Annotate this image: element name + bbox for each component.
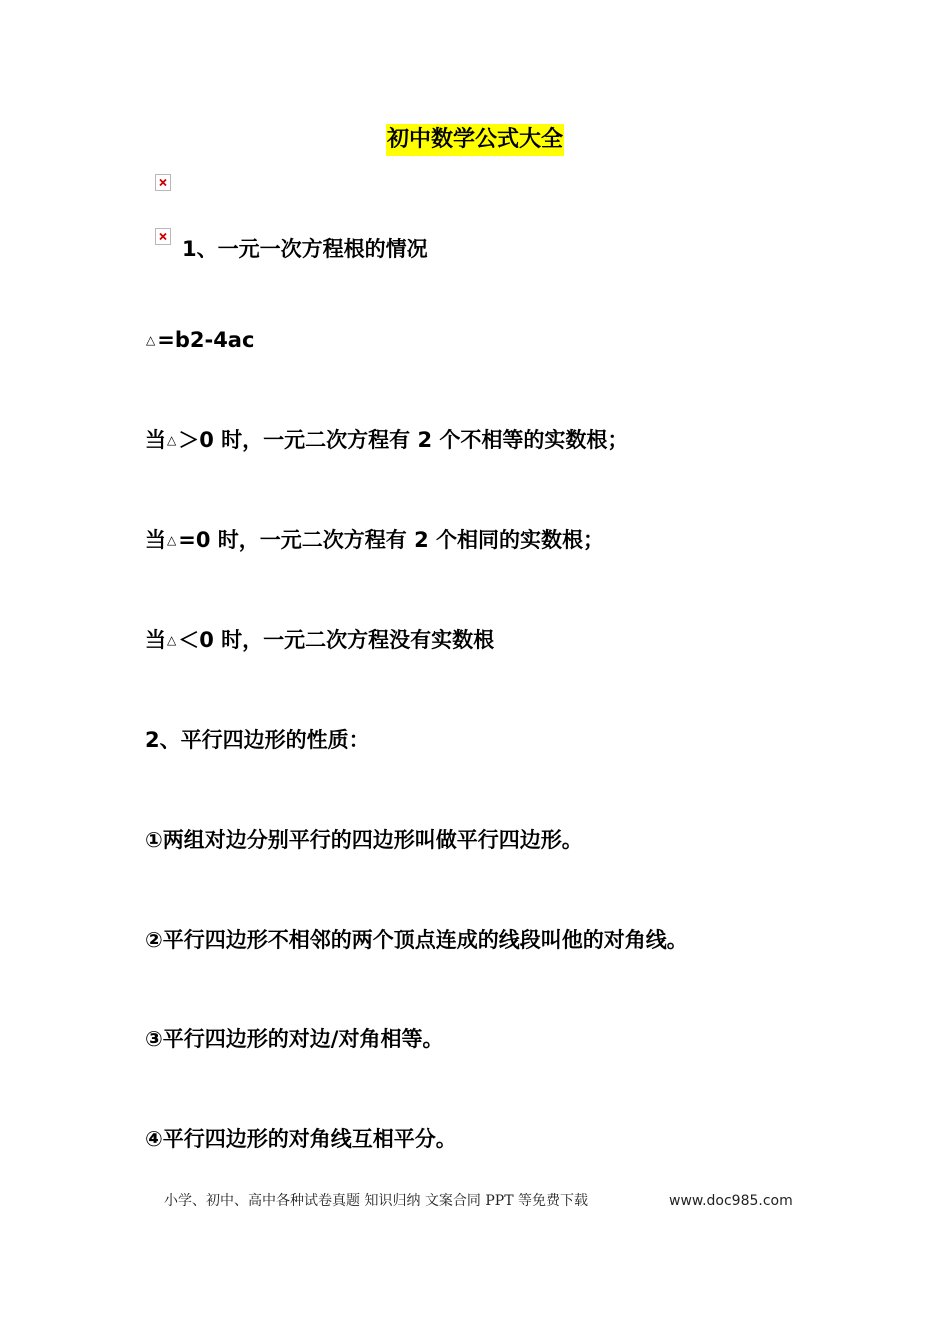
property-item: ②平行四边形不相邻的两个顶点连成的线段叫他的对角线。 [145, 928, 688, 952]
footer-text: 小学、初中、高中各种试卷真题 知识归纳 文案合同 PPT 等免费下载 [164, 1193, 588, 1209]
case-equal-zero [145, 525, 604, 555]
discriminant-formula [145, 325, 254, 355]
formula-text: =b2-4ac [157, 328, 255, 352]
case-less-than-zero [145, 625, 494, 655]
delta-symbol: △ [167, 633, 177, 647]
case-text: ＞0 时，一元二次方程有 2 个不相等的实数根； [178, 428, 629, 452]
delta-symbol: △ [167, 533, 177, 547]
case-text: ＜0 时，一元二次方程没有实数根 [178, 628, 495, 652]
case-prefix: 当 [145, 628, 166, 652]
delta-symbol: △ [146, 333, 156, 347]
property-item: ④平行四边形的对角线互相平分。 [145, 1127, 457, 1151]
broken-image-x-glyph [159, 232, 167, 241]
section1-heading: 1、一元一次方程根的情况 [182, 237, 428, 261]
title-container [0, 124, 950, 156]
delta-symbol: △ [167, 433, 177, 447]
case-prefix: 当 [145, 528, 166, 552]
case-text: =0 时，一元二次方程有 2 个相同的实数根； [178, 528, 604, 552]
document-title: 初中数学公式大全 [386, 124, 564, 156]
footer-url: www.doc985.com [669, 1193, 793, 1209]
property-item: ③平行四边形的对边/对角相等。 [145, 1027, 444, 1051]
case-greater-than-zero [145, 425, 628, 455]
broken-image-icon [155, 228, 171, 245]
case-prefix: 当 [145, 428, 166, 452]
section2-heading: 2、平行四边形的性质： [145, 728, 370, 752]
broken-image-x-glyph [159, 178, 167, 187]
property-item: ①两组对边分别平行的四边形叫做平行四边形。 [145, 828, 583, 852]
broken-image-icon [155, 174, 171, 191]
